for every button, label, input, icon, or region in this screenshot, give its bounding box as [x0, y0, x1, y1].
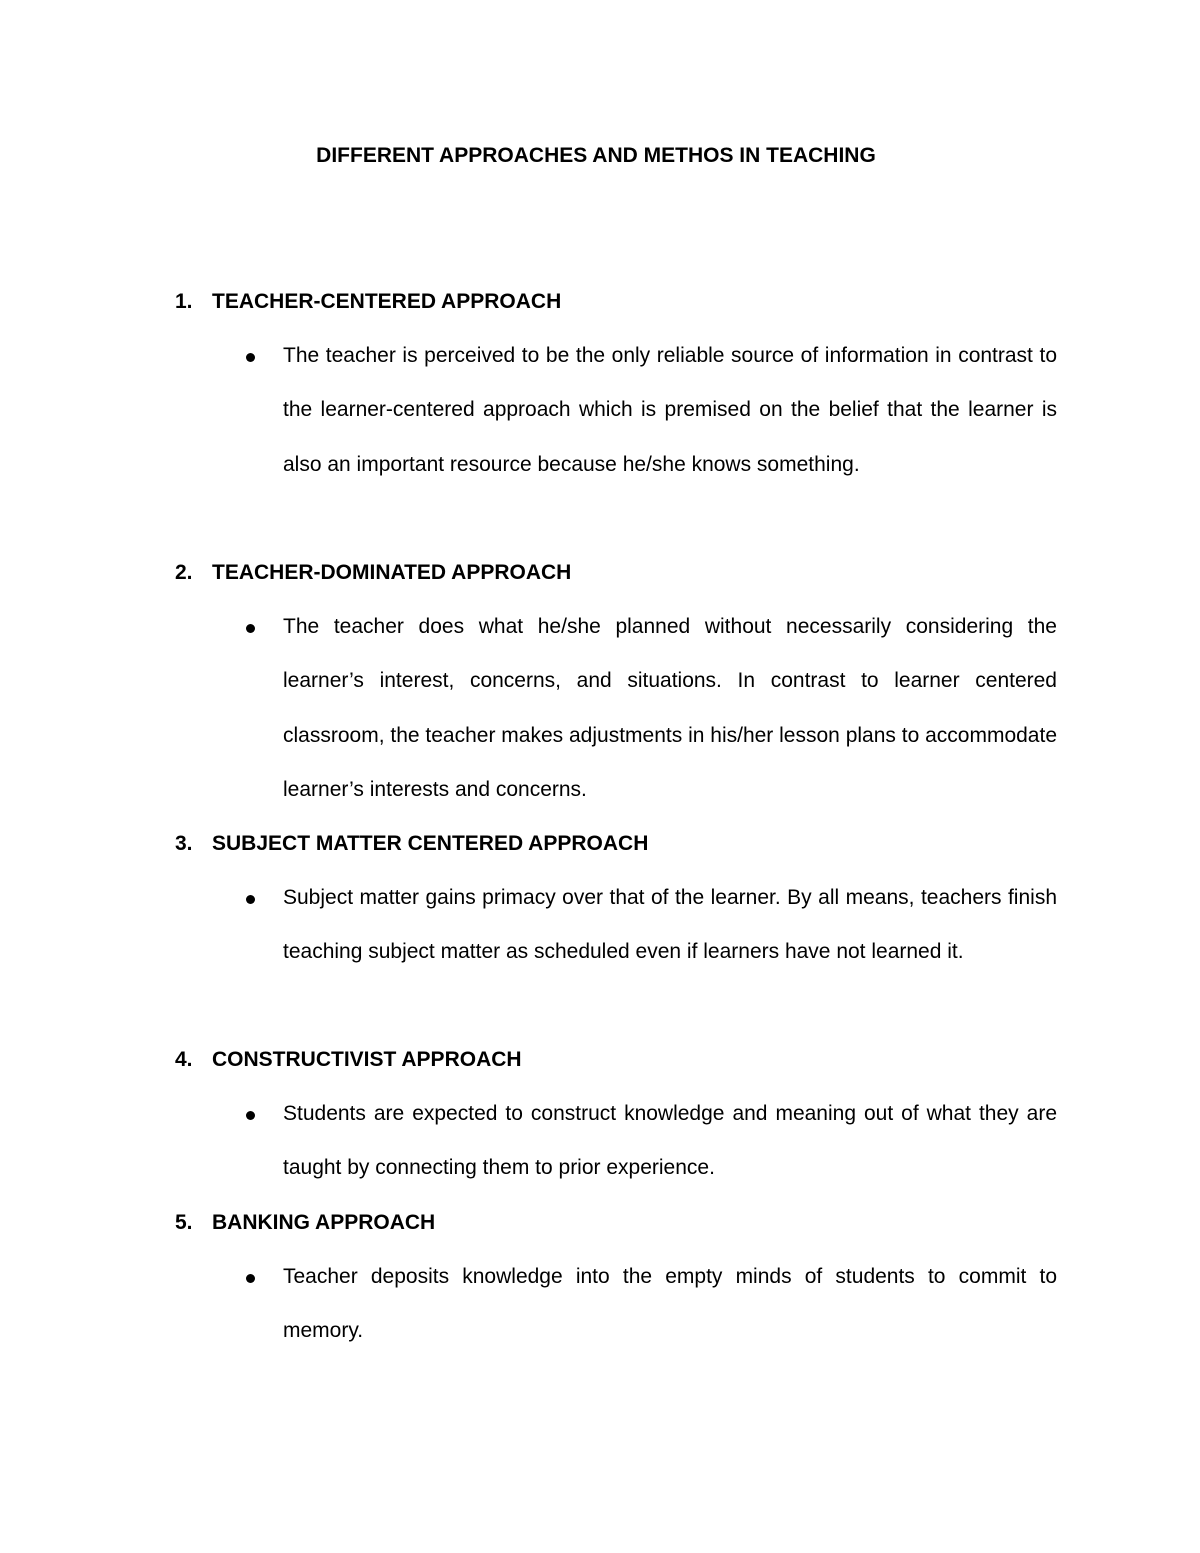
bullet-icon — [246, 353, 255, 362]
document-title: DIFFERENT APPROACHES AND METHOS IN TEACHING — [316, 144, 876, 167]
bullet-text: The teacher does what he/she planned without necessarily considering the learner’s interest, concerns, and situations. In contrast to learner centered classroom, the teacher makes adjustments in his/her lesson plans to accommodate learner’s interests and concerns. — [283, 615, 1057, 801]
bullet-text: The teacher is perceived to be the only reliable source of information in contrast to the learner-centered approach which is premised on the belief that the learner is also an important resource because he/she knows something. — [283, 344, 1057, 476]
section-number: 3. — [175, 832, 193, 855]
section-title: TEACHER-CENTERED APPROACH — [212, 290, 562, 313]
section-number: 1. — [175, 290, 193, 313]
bullet-text: Students are expected to construct knowledge and meaning out of what they are taught by connecting them to prior experience. — [283, 1102, 1057, 1180]
section-title: BANKING APPROACH — [212, 1211, 436, 1234]
section-number: 4. — [175, 1048, 193, 1071]
bullet-icon — [246, 624, 255, 633]
section-number: 2. — [175, 561, 193, 584]
section-number: 5. — [175, 1211, 193, 1234]
bullet-icon — [246, 1274, 255, 1283]
section-title: TEACHER-DOMINATED APPROACH — [212, 561, 572, 584]
bullet-text: Teacher deposits knowledge into the empty minds of students to commit to memory. — [283, 1265, 1057, 1343]
bullet-text: Subject matter gains primacy over that of the learner. By all means, teachers finish teaching subject matter as scheduled even if learners have not learned it. — [283, 886, 1057, 964]
bullet-icon — [246, 1111, 255, 1120]
section-title: CONSTRUCTIVIST APPROACH — [212, 1048, 522, 1071]
section-title: SUBJECT MATTER CENTERED APPROACH — [212, 832, 649, 855]
bullet-icon — [246, 895, 255, 904]
